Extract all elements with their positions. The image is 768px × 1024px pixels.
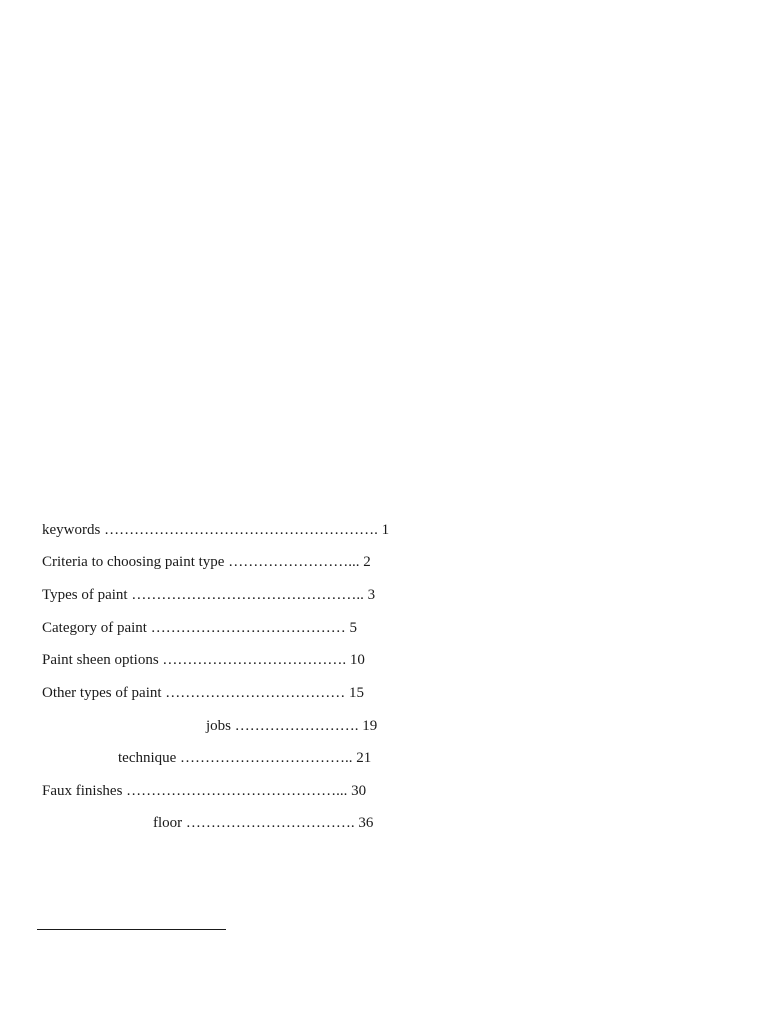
- toc-entry-other-types-of-paint: Other types of paint ……………………………… 15: [42, 685, 365, 701]
- toc-entry-criteria: Criteria to choosing paint type ……………………... 2: [42, 554, 371, 570]
- toc-entry-faux-finishes: Faux finishes ……………………………………... 30: [42, 783, 367, 799]
- toc-entry-types-of-paint: Types of paint ……………………………………….. 3: [42, 587, 376, 603]
- footnote-separator-line: [37, 929, 226, 930]
- toc-entry-keywords: keywords ………………………………………………. 1: [42, 522, 390, 538]
- toc-entry-technique: technique …………………………….. 21: [118, 750, 372, 766]
- toc-entry-jobs: jobs ……………………. 19: [206, 718, 378, 734]
- toc-entry-category-of-paint: Category of paint ………………………………… 5: [42, 620, 357, 636]
- toc-entry-floor: floor ……………………………. 36: [153, 815, 374, 831]
- toc-entry-paint-sheen-options: Paint sheen options ………………………………. 10: [42, 652, 365, 668]
